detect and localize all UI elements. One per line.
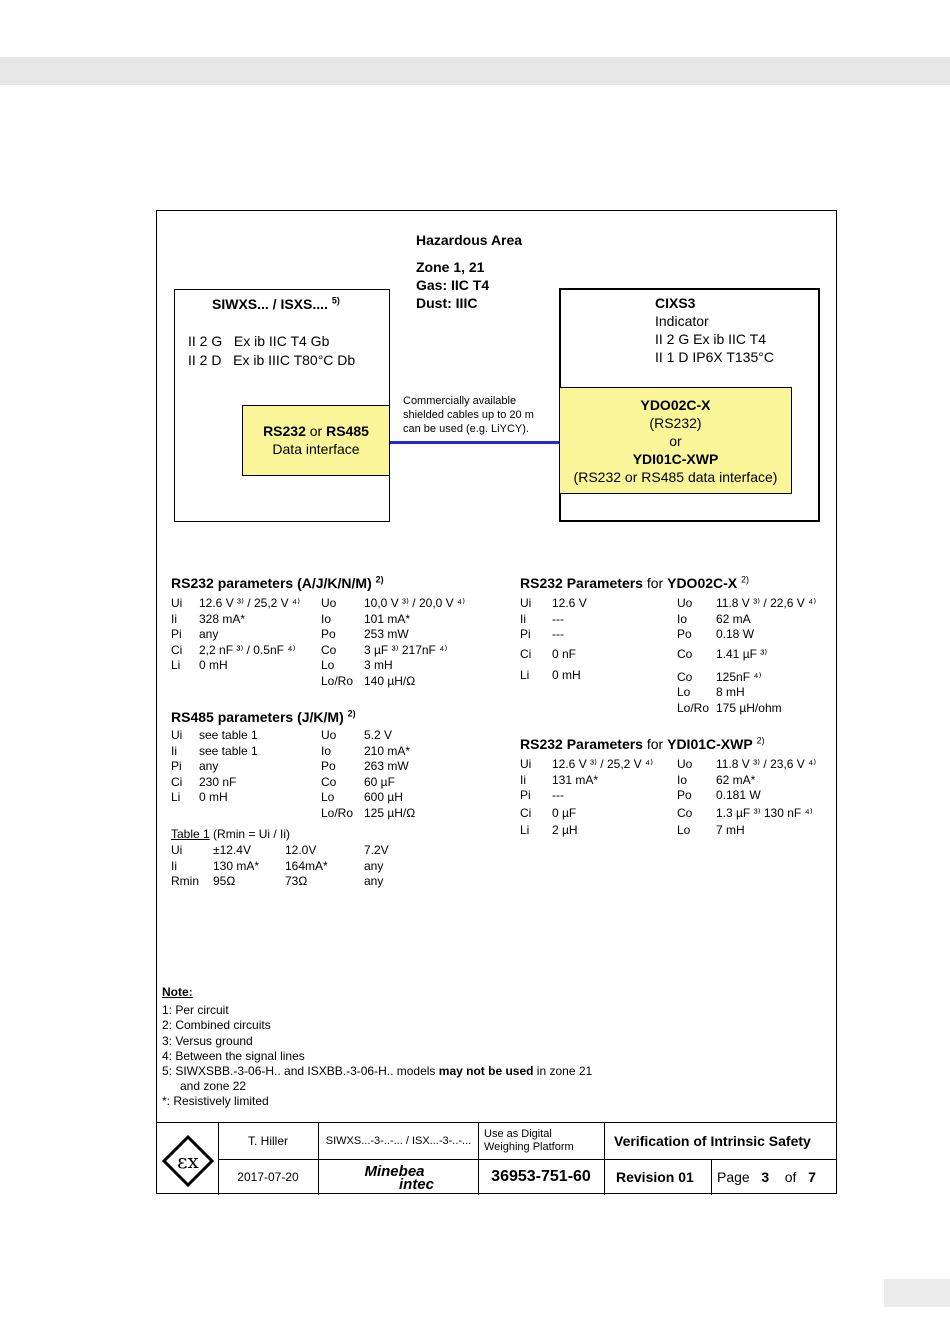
rs232-main-table [171,596,465,689]
notes-block [162,985,592,1110]
ydo02c-label: YDO02C-X [640,397,711,413]
table1-caption: Table 1 (Rmin = Ui / Ii) [171,827,291,841]
table-row: Pi --- Po 0.181 W [520,788,761,802]
table-row: Rmin 95Ω 73Ω any [171,874,384,888]
document-title: Verification of Intrinsic Safety [614,1133,811,1149]
gas-label: Gas: IIC T4 [416,277,490,293]
right-device-info [655,294,774,366]
zone-label: Zone 1, 21 [416,259,485,275]
rs232-ydi-table [520,757,816,838]
list-item: 5: SIWXSBB.-3-06-H.. and ISXBB.-3-06-H.. models may not be used in zone 21 [162,1064,593,1079]
table-row: Li 2 µH Lo 7 mH [520,822,745,837]
table-row: Ci 0 µF Co 1.3 µF ³⁾ 130 nF ⁴⁾ [520,805,813,820]
left-interface-box: RS232 or RS485 Data interface [242,405,390,476]
list-item: 2: Combined circuits [162,1018,271,1033]
page-indicator: Page 3 of 7 [717,1169,816,1185]
right-device-marking-1: II 2 G Ex ib IIC T4 [655,331,767,347]
top-toolbar-strip [0,57,950,85]
table-row: Ui 12.6 V ³⁾ / 25,2 V ⁴⁾ Uo 10,0 V ³⁾ / 20,0 V ⁴⁾ [171,596,466,610]
dust-label: Dust: IIIC [416,295,478,311]
rs232-ydo-table [520,596,816,716]
document-date: 2017-07-20 [237,1170,299,1184]
rs232-ydi-title: RS232 Parameters for YDI01C-XWP $^{2)}$ [520,735,765,752]
application-field: Use as Digital Weighing Platform [484,1128,574,1153]
table-row: Li 0 mH Co 125nF ⁴⁾ [520,667,762,684]
list-item: *: Resistively limited [162,1094,269,1109]
minebea-intec-logo: Minebea intec [364,1163,434,1193]
left-device-name: SIWXS... / ISXS.... $^{5)}$ [212,295,340,312]
table-row: Ii --- Io 62 mA [520,611,751,626]
table-row: Li 0 mH Lo 3 mH [171,658,393,672]
table-row: Lo/Ro 175 µH/ohm [677,700,782,715]
table-row: Ii see table 1 Io 210 mA* [171,743,411,758]
table-row: Ui see table 1 Uo 5.2 V [171,728,393,742]
table-row: Pi any Po 253 mW [171,627,409,641]
table-row: Ii 328 mA* Io 101 mA* [171,611,411,626]
table1 [171,843,389,890]
table-row: Ui ±12.4V 12.0V 7.2V [171,843,389,857]
corner-widget [884,1279,950,1307]
author-name: T. Hiller [247,1134,288,1148]
table-row: Lo/Ro 125 µH/Ω [321,805,416,820]
table-row: Ci 230 nF Co 60 µF [171,774,395,789]
rs485-main-title: RS485 parameters (J/K/M) $^{2)}$ [171,708,356,725]
ydi01c-label: YDI01C-XWP [632,451,719,467]
table-row: Li 0 mH Lo 600 µH [171,790,403,804]
right-device-name: CIXS3 [655,295,696,311]
table-row: Lo 8 mH [677,685,745,699]
right-device-marking-2: II 1 D IP6X T135°C [655,349,774,365]
table-row: Ii 131 mA* Io 62 mA* [520,772,756,787]
rs232-main-title: RS232 parameters (A/J/K/N/M) $^{2)}$ [171,574,384,591]
svg-text:εx: εx [177,1149,199,1173]
right-interface-box: YDO02C-X (RS232) or YDI01C-XWP (RS232 or RS485 data interface) [559,387,792,494]
table-row: Lo/Ro 140 µH/Ω [321,673,416,688]
revision-label: Revision 01 [616,1169,694,1185]
rs232-ydo-title: RS232 Parameters for YDO02C-X $^{2)}$ [520,574,750,591]
left-device-marking-2: II 2 D Ex ib IIIC T80°C Db [188,352,356,368]
table-row: Pi --- Po 0.18 W [520,627,755,641]
data-cable-line [390,441,560,444]
table-row: Ci 0 nF Co 1.41 µF ³⁾ [520,646,768,661]
list-item: and zone 22 [180,1079,247,1094]
table-row: Pi any Po 263 mW [171,759,409,773]
list-item: 3: Versus ground [162,1033,253,1048]
left-device-marking-1: II 2 G Ex ib IIC T4 Gb [188,333,330,349]
list-item: 4: Between the signal lines [162,1048,305,1063]
ex-hexagon-icon [160,1133,216,1189]
document-number: 36953-751-60 [491,1168,591,1185]
table-row: Ci 2,2 nF ³⁾ / 0.5nF ⁴⁾ Co 3 µF ³⁾ 217nF ⁴⁾ [171,642,448,657]
notes-title: Note: [162,985,193,999]
table-row: Ui 12.6 V ³⁾ / 25,2 V ⁴⁾ Uo 11.8 V ³⁾ / 23,6 V ⁴⁾ [520,757,817,771]
cable-note: Commercially available shielded cables up to 20 m can be used (e.g. LiYCY). [403,395,534,435]
rs485-main-table [171,728,415,821]
right-device-type: Indicator [655,313,709,329]
table-row: Ui 12.6 V Uo 11.8 V ³⁾ / 22,6 V ⁴⁾ [520,596,817,610]
list-item: 1: Per circuit [162,1003,229,1018]
hazardous-area-heading: Hazardous Area [416,232,523,248]
title-block [156,1122,837,1195]
table-row: Ii 130 mA* 164mA* any [171,858,384,873]
model-designation: SIWXS...-3-..-... / ISX...-3-..-... [325,1135,472,1147]
